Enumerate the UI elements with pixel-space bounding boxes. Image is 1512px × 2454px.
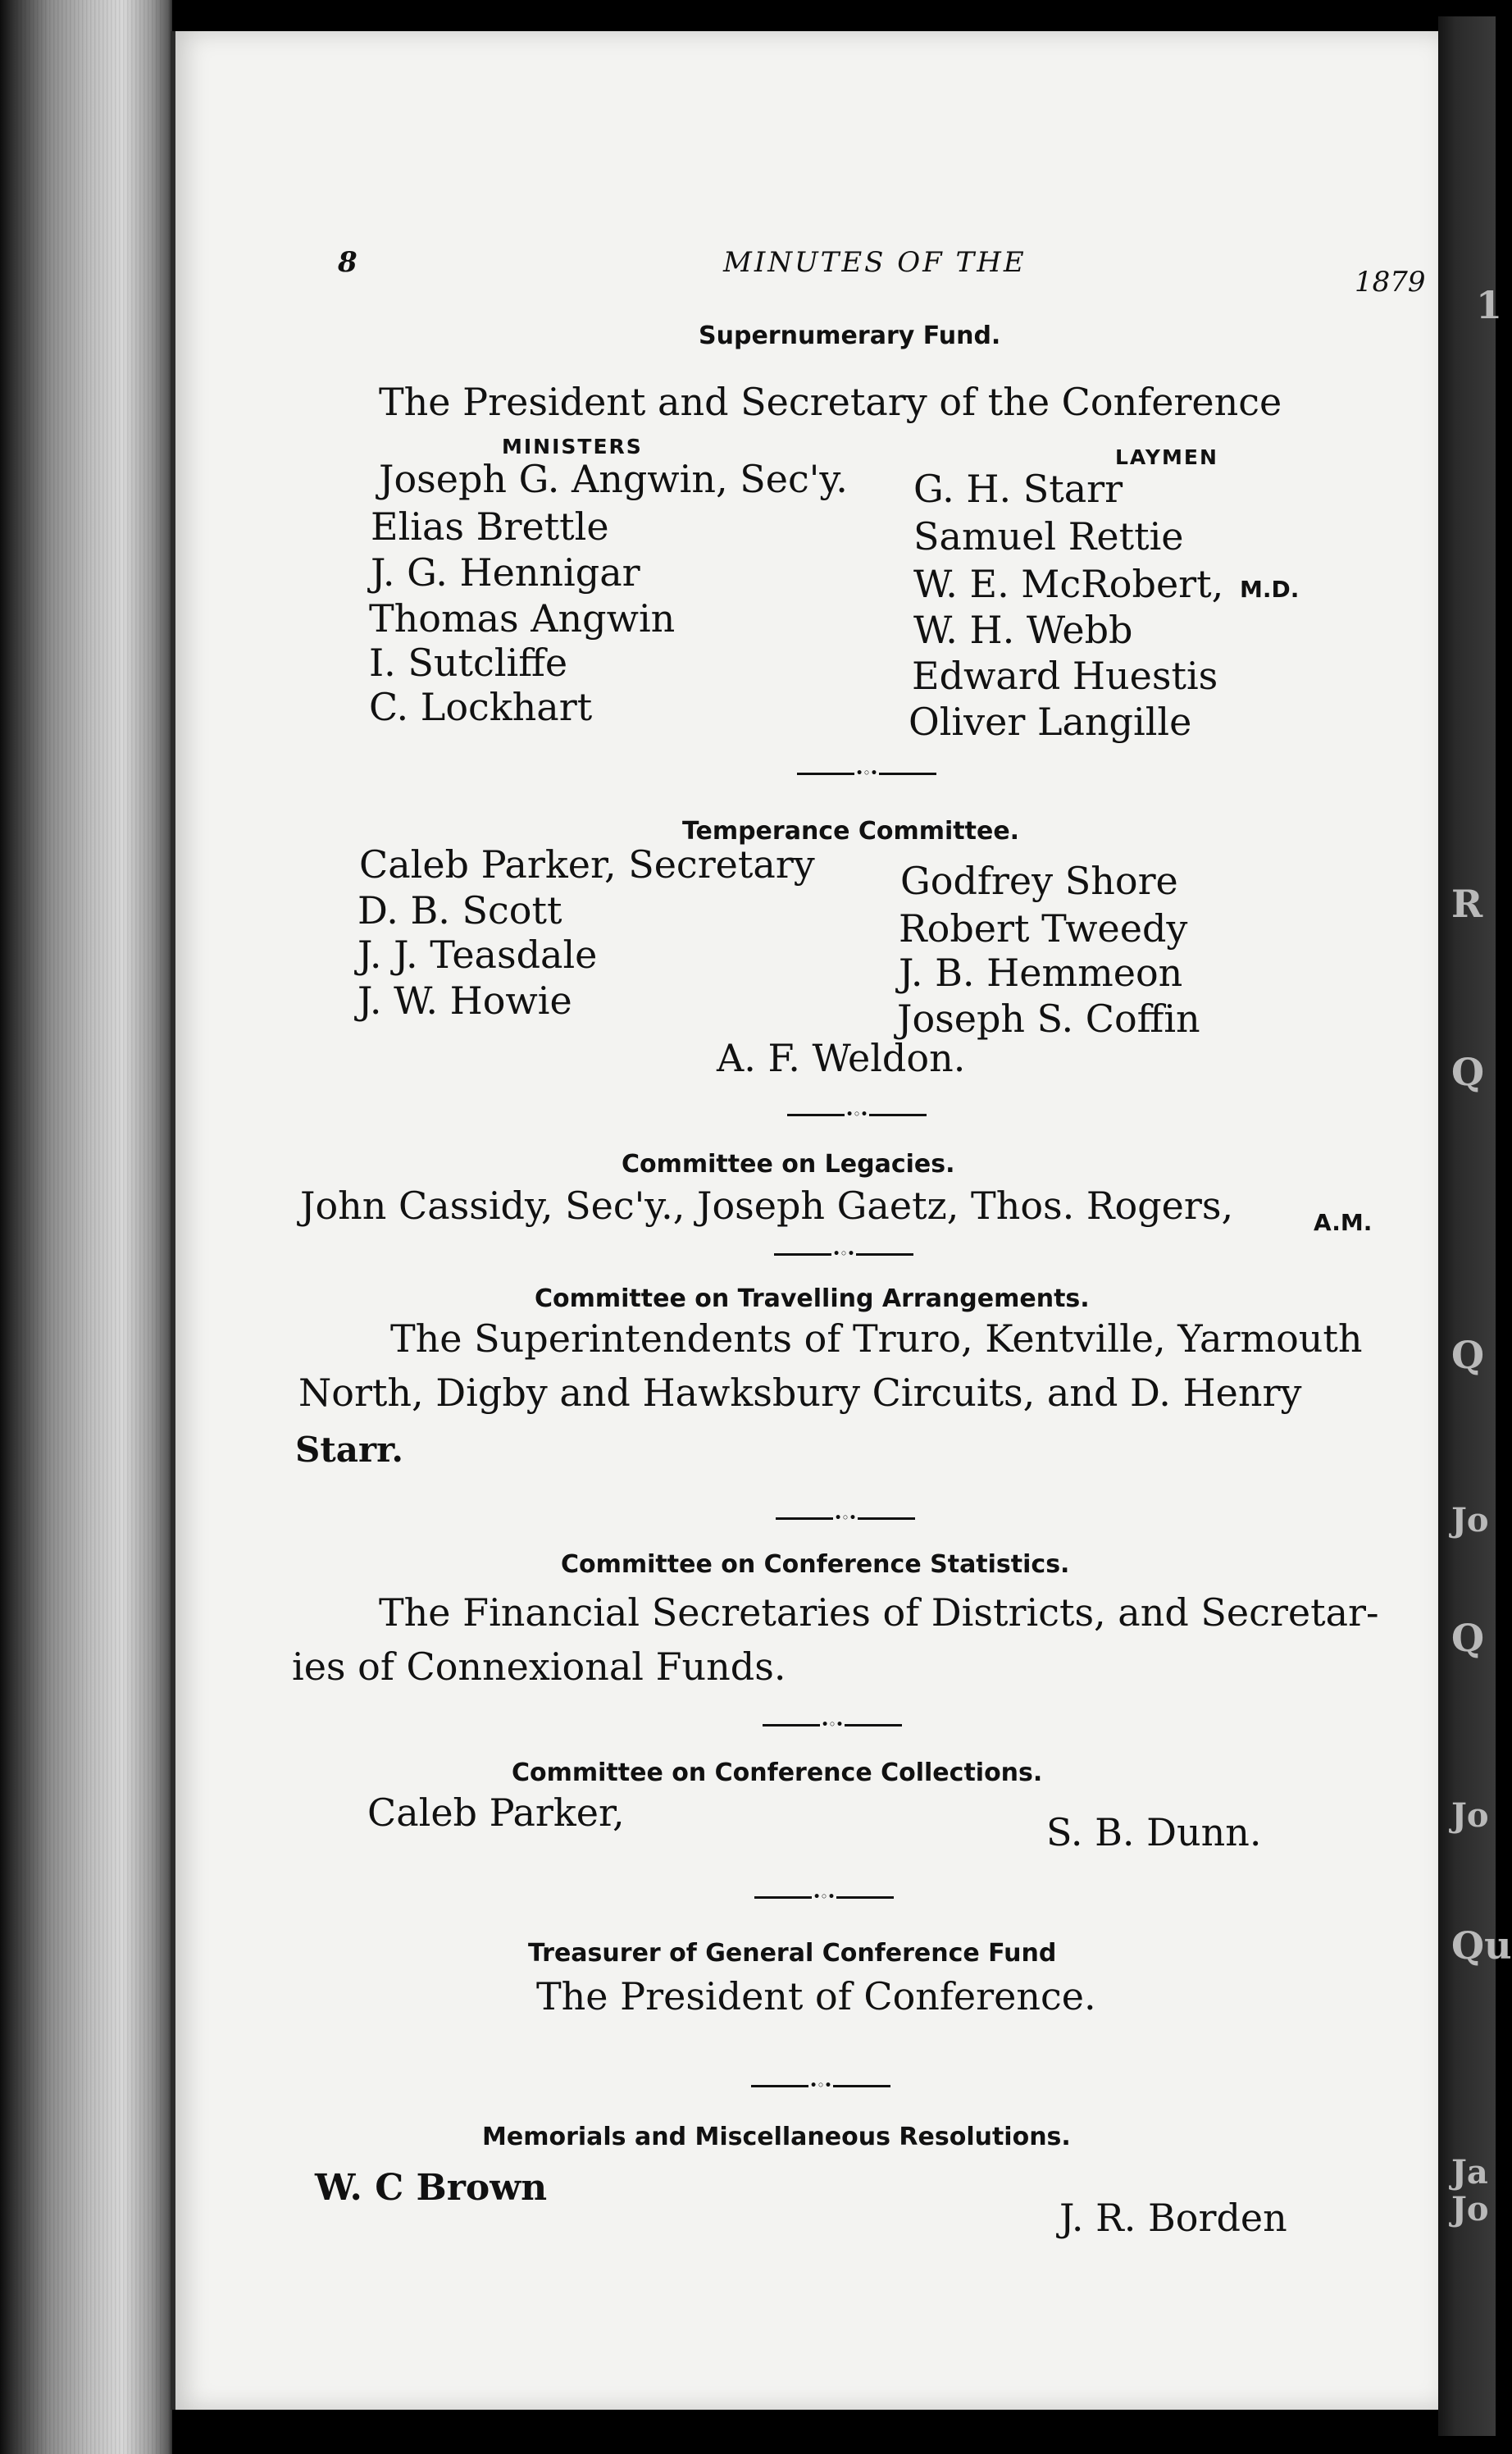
section-heading-legacies: Committee on Legacies. xyxy=(622,1150,955,1179)
md-suffix: M.D. xyxy=(1240,576,1300,603)
committee-member: J. W. Howie xyxy=(358,978,572,1023)
section-divider: •◦• xyxy=(774,1250,913,1258)
laymen-label: LAYMEN xyxy=(1115,445,1218,469)
section-heading-collections: Committee on Conference Collections. xyxy=(512,1758,1043,1787)
collections-member: S. B. Dunn. xyxy=(1046,1810,1262,1854)
treasurer-text: The President of Conference. xyxy=(536,1974,1096,2018)
section-divider: •◦• xyxy=(763,1721,902,1729)
layman-name: Samuel Rettie xyxy=(913,514,1184,559)
travelling-text-line: The Superintendents of Truro, Kentville, Yarmouth xyxy=(390,1316,1363,1361)
travelling-text-line: Starr. xyxy=(295,1430,403,1470)
committee-member: Joseph S. Coffin xyxy=(897,997,1200,1041)
memorials-member: W. C Brown xyxy=(315,2167,548,2209)
running-head xyxy=(338,246,1437,299)
section-heading-supernumerary: Supernumerary Fund. xyxy=(699,322,1001,350)
minister-name: Thomas Angwin xyxy=(369,596,676,641)
section-heading-temperance: Temperance Committee. xyxy=(682,817,1020,846)
section-divider: •◦• xyxy=(776,1514,915,1522)
committee-member: Caleb Parker, Secretary xyxy=(359,842,815,887)
committee-member: Godfrey Shore xyxy=(900,859,1178,903)
facing-page-fragment: Qu xyxy=(1451,1923,1512,1968)
facing-page-fragment: Ja xyxy=(1451,2153,1488,2192)
statistics-text-line: ies of Connexional Funds. xyxy=(292,1644,786,1689)
running-head-year: 1879 xyxy=(1355,266,1426,299)
legacies-members: John Cassidy, Sec'y., Joseph Gaetz, Thos. Rogers, xyxy=(300,1184,1234,1228)
minister-name: J. G. Hennigar xyxy=(371,550,640,595)
minister-name: I. Sutcliffe xyxy=(369,641,568,685)
section-heading-statistics: Committee on Conference Statistics. xyxy=(561,1550,1070,1579)
facing-page-fragment: 1 xyxy=(1476,283,1503,327)
section-divider: •◦• xyxy=(751,2082,890,2090)
facing-page-fragment: Jo xyxy=(1451,2190,1489,2228)
section-heading-travelling: Committee on Travelling Arrangements. xyxy=(535,1284,1090,1313)
ministers-label: MINISTERS xyxy=(502,435,643,458)
section-divider: •◦• xyxy=(787,1111,927,1119)
memorials-member: J. R. Borden xyxy=(1059,2196,1287,2240)
running-head-title: MINUTES OF THE xyxy=(723,246,1027,279)
am-suffix: A.M. xyxy=(1314,1209,1373,1236)
minister-name: Joseph G. Angwin, Sec'y. xyxy=(379,457,848,501)
facing-page-fragment: R xyxy=(1451,882,1483,926)
facing-page-fragment: Jo xyxy=(1451,1796,1489,1835)
layman-name: Edward Huestis xyxy=(912,654,1218,698)
supernumerary-intro: The President and Secretary of the Conference xyxy=(379,380,1282,424)
facing-page-fragment: Jo xyxy=(1451,1501,1489,1539)
travelling-text-line: North, Digby and Hawksbury Circuits, and D. Henry xyxy=(298,1371,1302,1415)
section-heading-memorials: Memorials and Miscellaneous Resolutions. xyxy=(482,2123,1071,2151)
minister-name: Elias Brettle xyxy=(371,504,609,549)
layman-name: Oliver Langille xyxy=(909,700,1192,744)
minister-name: C. Lockhart xyxy=(369,685,593,729)
section-divider: •◦• xyxy=(797,769,936,778)
layman-name: G. H. Starr xyxy=(913,467,1123,511)
collections-member: Caleb Parker, xyxy=(367,1790,625,1835)
committee-member: J. B. Hemmeon xyxy=(899,951,1183,995)
section-divider: •◦• xyxy=(754,1893,894,1901)
committee-member: Robert Tweedy xyxy=(899,906,1188,951)
page-edges xyxy=(16,0,164,2454)
next-page-edge xyxy=(1438,16,1496,2436)
facing-page-fragment: Q xyxy=(1451,1333,1485,1377)
committee-member: J. J. Teasdale xyxy=(358,933,598,977)
facing-page-fragment: Q xyxy=(1451,1616,1485,1660)
layman-name: W. H. Webb xyxy=(913,608,1133,652)
committee-member: A. F. Weldon. xyxy=(717,1036,966,1080)
page-number: 8 xyxy=(338,246,358,279)
facing-page-fragment: Q xyxy=(1451,1050,1485,1094)
committee-member: D. B. Scott xyxy=(358,888,562,933)
statistics-text-line: The Financial Secretaries of Districts, and Secretar- xyxy=(379,1590,1379,1635)
section-heading-treasurer: Treasurer of General Conference Fund xyxy=(528,1939,1057,1968)
layman-name: W. E. McRobert, xyxy=(913,562,1224,606)
